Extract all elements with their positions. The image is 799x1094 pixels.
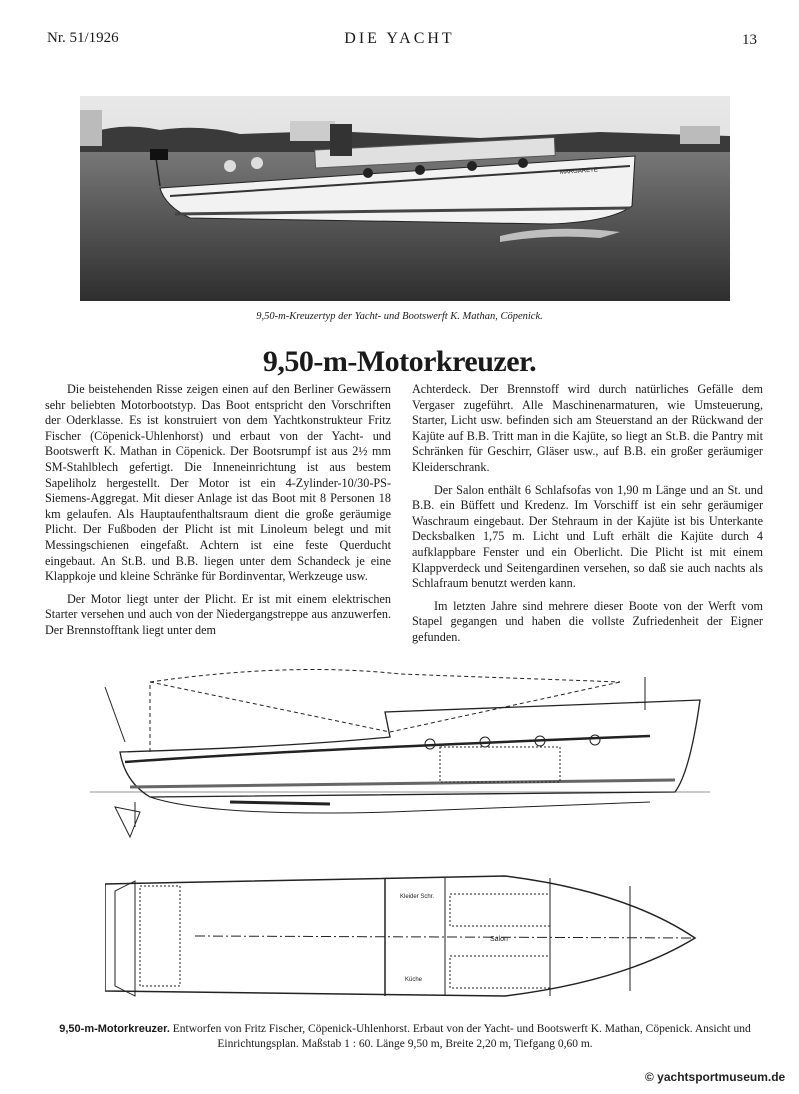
paragraph: Der Salon enthält 6 Schlafsofas von 1,90 m Länge und an St. und B.B. ein Büffett und Kredenz. Im Vorschiff ist ein sehr geräumiger Waschraum eingebaut. Der Stehraum in der Kajüte ist bis Unterkante Decksbalken 1,75 m. Licht und Luft erhält die Kajüte durch 4 aufklappbare Fenster und ein Oberlicht. Die Plicht ist mit einem Klappverdeck und Seitengardinen versehen, so daß sie auch nachts als Schlafraum benutzt werden kann. [412, 482, 763, 591]
side-elevation-drawing [90, 652, 710, 862]
boat-name: MARGARETE [559, 167, 599, 176]
article-column-right [412, 382, 763, 653]
drawing-caption [55, 1022, 755, 1052]
boat-photo [80, 96, 730, 301]
paragraph: Die beistehenden Risse zeigen einen auf den Berliner Gewässern sehr beliebten Motorbootstyp. Das Boot entspricht den Vorschriften der Oderklasse. Es ist konstruiert von dem Yachtkonstrukteur Fritz Fischer (Cöpenick-Uhlenhorst) und erbaut von der Yacht- und Bootswerft K. Mathan in Cöpenick. Der Bootsrumpf ist aus 2½ mm SM-Stahlblech gefertigt. Die Inneneinrichtung ist aus bestem Sapeliholz hergestellt. Der Motor ist ein 4-Zylinder-10/30-PS-Siemens-Aggregat. Mit dieser Anlage ist das Boot mit 8 Personen 18 km gelaufen. Als Hauptaufenthaltsraum dient die große geräumige Plicht. Der Fußboden der Plicht ist mit Linoleum belegt und mit Messingschienen eingefaßt. Achtern ist eine feste Querducht eingebaut. An St.B. und B.B. liegen unter dem Schandeck je eine Klappkoje und kleine Schränke für Bordinventar, Werkzeuge usw. [45, 382, 391, 584]
article-column-left [45, 382, 391, 646]
plan-label-galley: Küche [405, 977, 423, 983]
plan-label-salon: Salon [490, 936, 508, 943]
photo-caption: 9,50-m-Kreuzertyp der Yacht- und Bootswerft K. Mathan, Cöpenick. [256, 311, 543, 322]
caption-title: 9,50-m-Motorkreuzer. [59, 1023, 170, 1035]
paragraph: Achterdeck. Der Brennstoff wird durch natürliches Gefälle dem Vergaser zugeführt. Alle Maschinenarmaturen, wie Umsteuerung, Starter, Licht usw. befinden sich am Steuerstand an der Rückwand der Kajüte auf B.B. Tritt man in die Kajüte, so liegt an St.B. die Pantry mit Schränken für Geschirr, Gläser usw., auf B.B. ein großer geräumiger Kleiderschrank. [412, 382, 763, 474]
paragraph: Im letzten Jahre sind mehrere dieser Boote von der Werft vom Stapel gegangen und haben die vollste Zufriedenheit der Eigner gefunden. [412, 598, 763, 644]
article-title: 9,50-m-Motorkreuzer. [262, 345, 537, 378]
watermark: © yachtsportmuseum.de [645, 1070, 786, 1084]
caption-text: Entworfen von Fritz Fischer, Cöpenick-Uhlenhorst. Erbaut von der Yacht- und Bootswerft K. Mathan, Cöpenick. Ansicht und Einrichtungsplan. Maßstab 1 : 60. Länge 9,50 m, Breite 2,20 m, Tiefgang 0,60 m. [172, 1023, 751, 1050]
plan-label-wardrobe: Kleider Schr. [400, 894, 435, 900]
issue-number: Nr. 51/1926 [47, 30, 119, 46]
page-number: 13 [742, 32, 757, 48]
magazine-title: DIE YACHT [344, 30, 455, 47]
paragraph: Der Motor liegt unter der Plicht. Er ist mit einem elektrischen Starter versehen und auch von der Niedergangstreppe aus anzuwerfen. Der Brennstofftank liegt unter dem [45, 591, 391, 637]
interior-plan-drawing [105, 866, 725, 1006]
